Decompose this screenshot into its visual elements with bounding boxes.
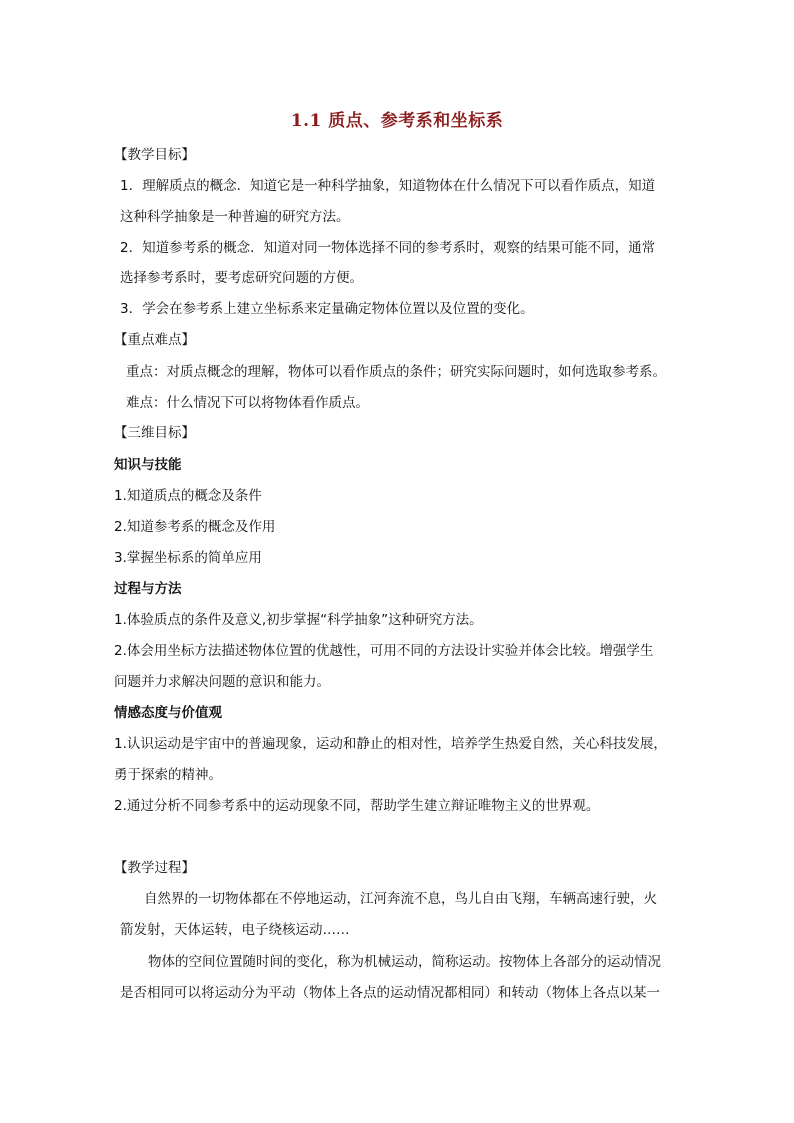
section-heading-three-dim: 【三维目标】 — [114, 425, 195, 441]
document-title: 1.1 质点、参考系和坐标系 — [290, 111, 504, 131]
text-line: 问题并力求解决问题的意识和能力。 — [114, 674, 330, 690]
text-line: 重点：对质点概念的理解，物体可以看作质点的条件；研究实际问题时，如何选取参考系。 — [126, 364, 666, 380]
text-line: 2.体会用坐标方法描述物体位置的优越性，可用不同的方法设计实验并体会比较。增强学生 — [114, 643, 654, 659]
text-line: 1．理解质点的概念．知道它是一种科学抽象，知道物体在什么情况下可以看作质点，知道 — [120, 178, 656, 194]
text-line: 选择参考系时，要考虑研究问题的方便。 — [120, 270, 363, 286]
text-line: 2.通过分析不同参考系中的运动现象不同，帮助学生建立辩证唯物主义的世界观。 — [114, 798, 600, 814]
text-line: 勇于探索的精神。 — [114, 767, 222, 783]
section-heading-keypoints: 【重点难点】 — [114, 332, 195, 348]
text-line: 难点：什么情况下可以将物体看作质点。 — [126, 395, 369, 411]
text-line: 1.知道质点的概念及条件 — [114, 488, 262, 504]
text-line: 这种科学抽象是一种普遍的研究方法。 — [120, 209, 350, 225]
text-line: 2.知道参考系的概念及作用 — [114, 519, 276, 535]
text-line: 箭发射，天体运转，电子绕核运动…… — [120, 922, 350, 938]
subheading-process: 过程与方法 — [114, 581, 182, 597]
subheading-emotion: 情感态度与价值观 — [114, 705, 222, 721]
text-line: 是否相同可以将运动分为平动（物体上各点的运动情况都相同）和转动（物体上各点以某一 — [120, 985, 660, 1001]
text-line: 2．知道参考系的概念．知道对同一物体选择不同的参考系时，观察的结果可能不同，通常 — [120, 240, 656, 256]
text-line: 物体的空间位置随时间的变化，称为机械运动，简称运动。按物体上各部分的运动情况 — [148, 954, 661, 970]
text-line: 1.体验质点的条件及意义,初步掌握“科学抽象”这种研究方法。 — [114, 612, 483, 628]
text-line: 3．学会在参考系上建立坐标系来定量确定物体位置以及位置的变化。 — [120, 301, 534, 317]
text-line: 3.掌握坐标系的简单应用 — [114, 550, 262, 566]
section-heading-objectives: 【教学目标】 — [114, 147, 195, 163]
subheading-knowledge: 知识与技能 — [114, 457, 182, 473]
section-heading-teaching-process: 【教学过程】 — [114, 860, 195, 876]
text-line: 自然界的一切物体都在不停地运动，江河奔流不息，鸟儿自由飞翔，车辆高速行驶，火 — [144, 891, 657, 907]
text-line: 1.认识运动是宇宙中的普遍现象，运动和静止的相对性，培养学生热爱自然，关心科技发展， — [114, 736, 667, 752]
